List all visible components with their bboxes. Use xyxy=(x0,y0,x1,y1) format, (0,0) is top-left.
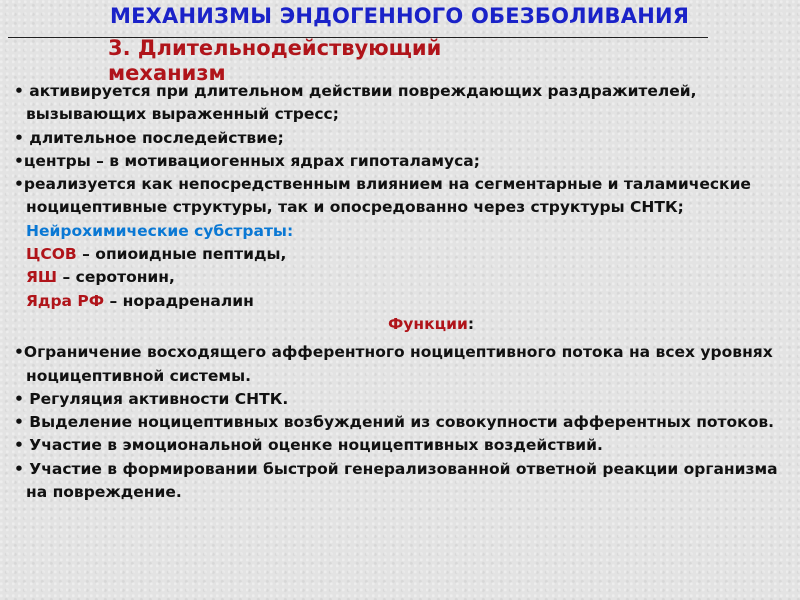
substrate-item xyxy=(14,290,784,313)
substrate-text: – норадреналин xyxy=(104,291,254,310)
property-item: • длительное последействие; xyxy=(14,128,284,147)
functions-heading-colon: : xyxy=(467,314,475,333)
function-item: • Регуляция активности СНТК. xyxy=(14,389,289,408)
slide-content xyxy=(14,80,784,504)
functions-heading-label: Функции xyxy=(387,314,468,333)
property-item: •центры – в мотивациогенных ядрах гипоталамуса; xyxy=(14,151,480,170)
function-item: • Выделение ноцицептивных возбуждений из совокупности афферентных потоков. xyxy=(14,413,775,432)
functions-heading xyxy=(14,313,784,336)
function-item: • Участие в формировании быстрой генерализованной ответной реакции организма на повреждение. xyxy=(14,459,778,502)
function-item: •Ограничение восходящего афферентного ноцицептивного потока на всех уровнях ноцицептивной системы. xyxy=(14,343,773,385)
property-item: •реализуется как непосредственным влиянием на сегментарные и таламические ноцицептивные структуры, так и опосредованно через структуры СНТК; xyxy=(14,175,751,217)
substrate-item xyxy=(14,243,784,266)
substrate-text: – опиоидные пептиды, xyxy=(76,245,287,264)
substrate-label: ЦСОВ xyxy=(26,245,77,264)
function-item: • Участие в эмоциональной оценке ноцицептивных воздействий. xyxy=(14,436,603,455)
property-item: • активируется при длительном действии повреждающих раздражителей, вызывающих выраженный стресс; xyxy=(14,82,697,124)
slide-title: МЕХАНИЗМЫ ЭНДОГЕННОГО ОБЕЗБОЛИВАНИЯ xyxy=(110,4,690,28)
substrate-label: Ядра РФ xyxy=(26,291,105,310)
substrate-label: ЯШ xyxy=(26,268,58,287)
slide-subtitle: 3. Длительнодействующий механизм xyxy=(108,36,442,85)
substrates-heading: Нейрохимические субстраты: xyxy=(26,221,294,240)
substrate-text: – серотонин, xyxy=(57,268,175,287)
substrate-item xyxy=(14,266,784,289)
